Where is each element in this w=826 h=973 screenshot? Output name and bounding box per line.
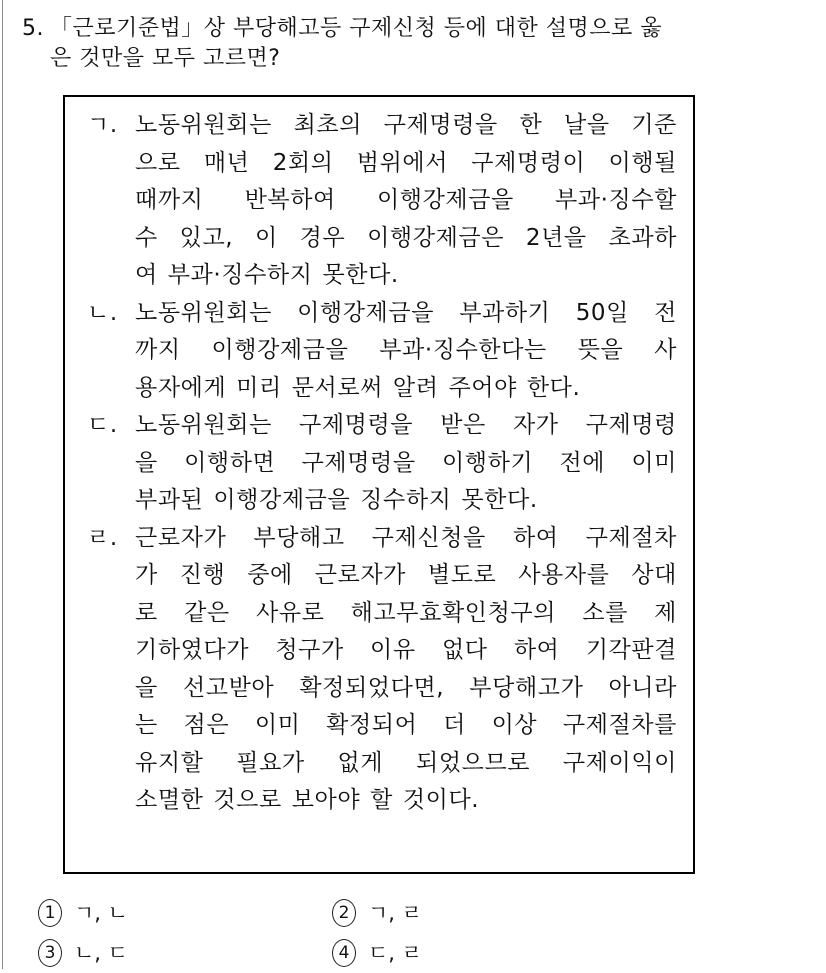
statement-line: 가 진행 중에 근로자가 별도로 사용자를 상대 <box>135 562 677 588</box>
statement-line: 근로자가 부당해고 구제신청을 하여 구제절차 <box>135 524 677 551</box>
statement-giyeok <box>87 107 677 295</box>
statement-line: 으로 매년 2회의 범위에서 구제명령이 이행될 <box>135 149 677 176</box>
statement-line: 노동위원회는 최초의 구제명령을 한 날을 기준 <box>135 112 677 138</box>
statement-line: 노동위원회는 구제명령을 받은 자가 구제명령 <box>135 412 677 438</box>
statement-line: 여 부과·징수하지 못한다. <box>135 262 399 288</box>
choice-row <box>38 893 638 933</box>
statement-marker: ㄴ. <box>87 299 118 326</box>
choice-number-circle: 3 <box>38 939 62 967</box>
statement-line: 소멸한 것으로 보아야 할 것이다. <box>135 787 480 813</box>
choice-text: ㄷ, ㄹ <box>368 941 422 965</box>
statement-line: 때까지 반복하여 이행강제금을 부과·징수할 <box>135 187 677 213</box>
choice-1[interactable] <box>38 893 332 933</box>
statement-digeut <box>87 407 677 520</box>
statement-line: 유지할 필요가 없게 되었으므로 구제이익이 <box>135 749 677 776</box>
statement-line: 을 이행하면 구제명령을 이행하기 전에 이미 <box>135 449 677 476</box>
choice-text: ㄱ, ㄹ <box>368 901 422 925</box>
question-number: 5. <box>22 16 44 41</box>
question-line-1 <box>22 14 782 44</box>
statement-nieun <box>87 295 677 408</box>
choice-text: ㄴ, ㄷ <box>74 941 128 965</box>
statement-line: 기하였다가 청구가 이유 없다 하여 기각판결 <box>135 637 677 663</box>
choice-row <box>38 933 638 973</box>
statement-marker: ㄱ. <box>87 112 118 138</box>
question-stem <box>22 14 782 74</box>
statement-line: 노동위원회는 이행강제금을 부과하기 50일 전 <box>135 299 677 326</box>
question-text-line-1: 「근로기준법」상 부당해고등 구제신청 등에 대한 설명으로 옳 <box>50 16 663 41</box>
choice-number-circle: 4 <box>332 939 356 967</box>
statements-list <box>87 107 677 820</box>
choice-2[interactable] <box>332 893 626 933</box>
statement-line: 을 선고받아 확정되었다면, 부당해고가 아니라 <box>135 674 677 701</box>
statement-marker: ㄹ. <box>87 524 118 551</box>
choice-text: ㄱ, ㄴ <box>74 901 128 925</box>
answer-choices <box>38 893 638 973</box>
statement-line: 로 같은 사유로 해고무효확인청구의 소를 제 <box>135 599 677 626</box>
question-text-line-2: 은 것만을 모두 고르면? <box>50 46 281 71</box>
statement-line: 부과된 이행강제금을 징수하지 못한다. <box>135 487 538 513</box>
statement-line: 는 점은 이미 확정되어 더 이상 구제절차를 <box>135 712 677 738</box>
page-left-border <box>2 0 3 969</box>
statement-rieul <box>87 520 677 820</box>
statements-box <box>63 95 695 874</box>
statement-marker: ㄷ. <box>87 412 118 438</box>
choice-number-circle: 1 <box>38 899 62 927</box>
statement-line: 까지 이행강제금을 부과·징수한다는 뜻을 사 <box>135 337 677 363</box>
choice-3[interactable] <box>38 933 332 973</box>
choice-number-circle: 2 <box>332 899 356 927</box>
choice-4[interactable] <box>332 933 626 973</box>
statement-line: 수 있고, 이 경우 이행강제금은 2년을 초과하 <box>135 224 677 251</box>
statement-line: 용자에게 미리 문서로써 알려 주어야 한다. <box>135 374 581 401</box>
